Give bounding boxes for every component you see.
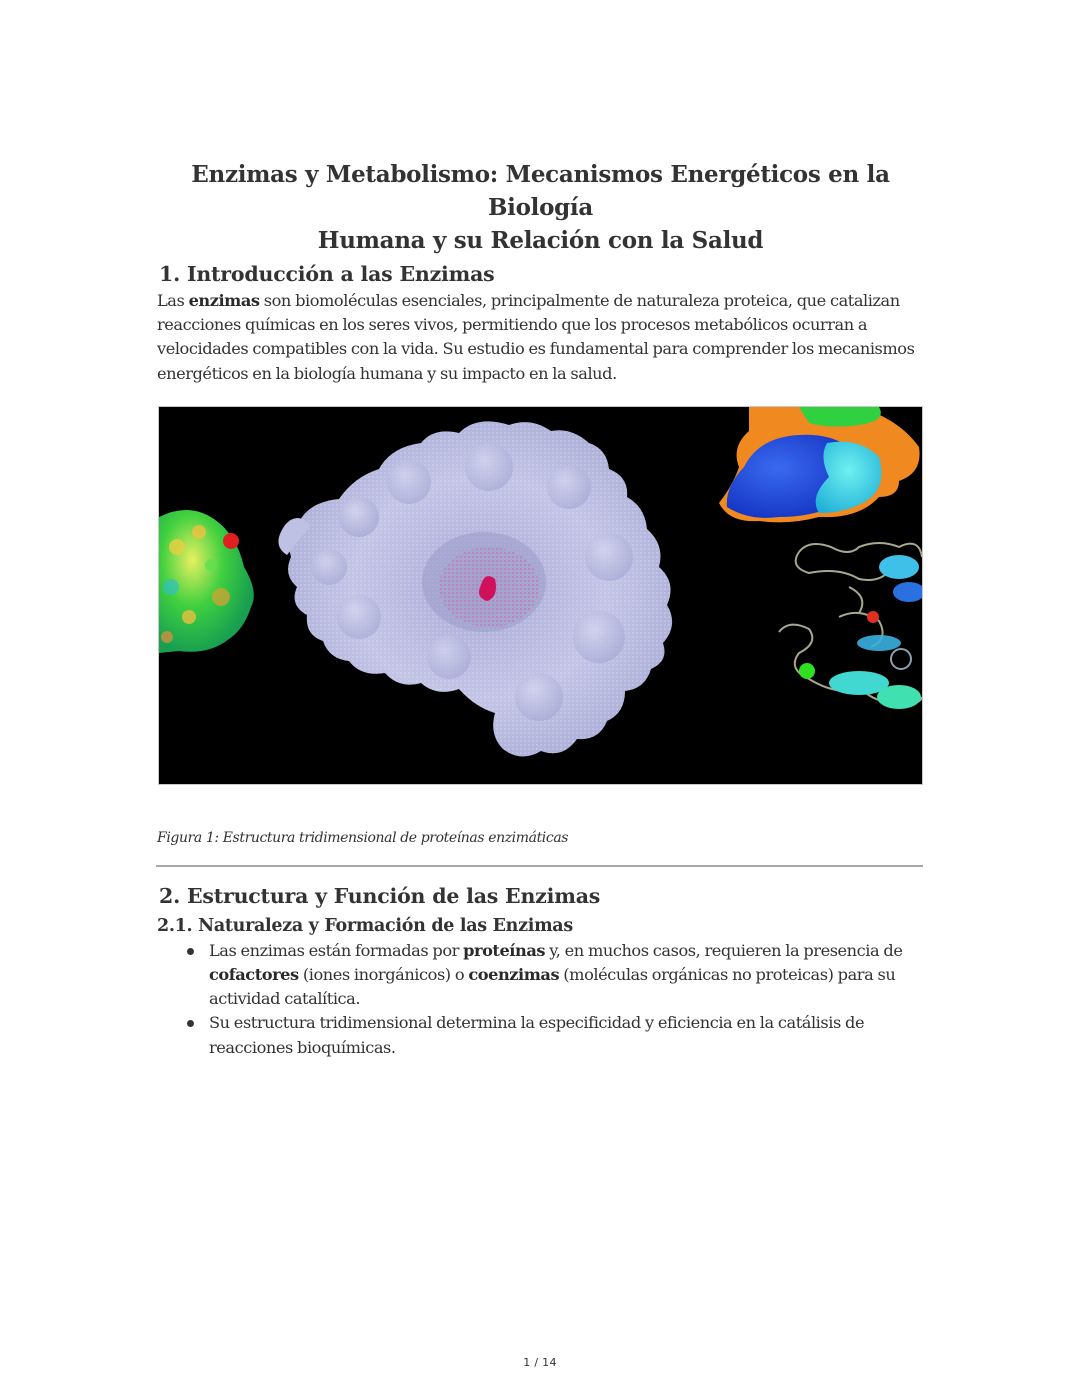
- section-1-heading: 1. Introducción a las Enzimas: [159, 262, 495, 286]
- intro-text-rest: son biomoléculas esenciales, principalmente de naturaleza proteica, que catalizan reacciones químicas en los seres vivos, permitiendo que los procesos metabólicos ocurran a velocidades compatibles con la vida. Su estudio es fundamental para comprender los mecanismos energéticos en la biología humana y su impacto en la salud.: [157, 291, 915, 383]
- title-line-2: Humana y su Relación con la Salud: [317, 227, 764, 254]
- protein-structure-illustration: [159, 407, 922, 784]
- intro-text-start: Las: [157, 291, 189, 310]
- main-protein-surface: [278, 421, 672, 756]
- list-item: [209, 939, 924, 1012]
- bullet-text: (iones inorgánicos) o: [298, 965, 469, 985]
- title-line-1: Enzimas y Metabolismo: Mecanismos Energéticos en la Biología: [191, 161, 890, 221]
- bullet-text: y, en muchos casos, requieren la presencia de: [545, 940, 903, 960]
- bold-term-cofactores: cofactores: [209, 965, 299, 985]
- section-divider: [156, 865, 923, 867]
- page-number: 1 / 14: [523, 1356, 557, 1369]
- bullet-list: [157, 939, 924, 1060]
- bullet-icon: [187, 1020, 194, 1027]
- top-right-protein-surface: [719, 407, 920, 522]
- left-atom-cluster: [159, 510, 254, 653]
- list-item: [209, 1011, 924, 1059]
- page-content: [157, 158, 924, 1060]
- subsection-2-1-heading: 2.1. Naturaleza y Formación de las Enzimas: [157, 915, 573, 936]
- document-title: [157, 158, 924, 257]
- intro-bold-term: enzimas: [188, 291, 260, 310]
- section-2-heading: 2. Estructura y Función de las Enzimas: [159, 883, 601, 908]
- bullet-text: Las enzimas están formadas por: [209, 940, 464, 960]
- ribbon-helices: [799, 555, 922, 709]
- bold-term-coenzimas: coenzimas: [468, 965, 560, 985]
- figure-1-caption: Figura 1: Estructura tridimensional de proteínas enzimáticas: [157, 829, 569, 846]
- bold-term-proteinas: proteínas: [463, 940, 546, 960]
- intro-paragraph: [157, 289, 924, 386]
- bullet-text: (moléculas orgánicas no proteicas) para su actividad catalítica.: [209, 965, 896, 1009]
- bullet-icon: [187, 948, 194, 955]
- bullet-text: Su estructura tridimensional determina la especificidad y eficiencia en la catálisis de reacciones bioquímicas.: [209, 1013, 865, 1057]
- figure-1-image: [158, 406, 923, 785]
